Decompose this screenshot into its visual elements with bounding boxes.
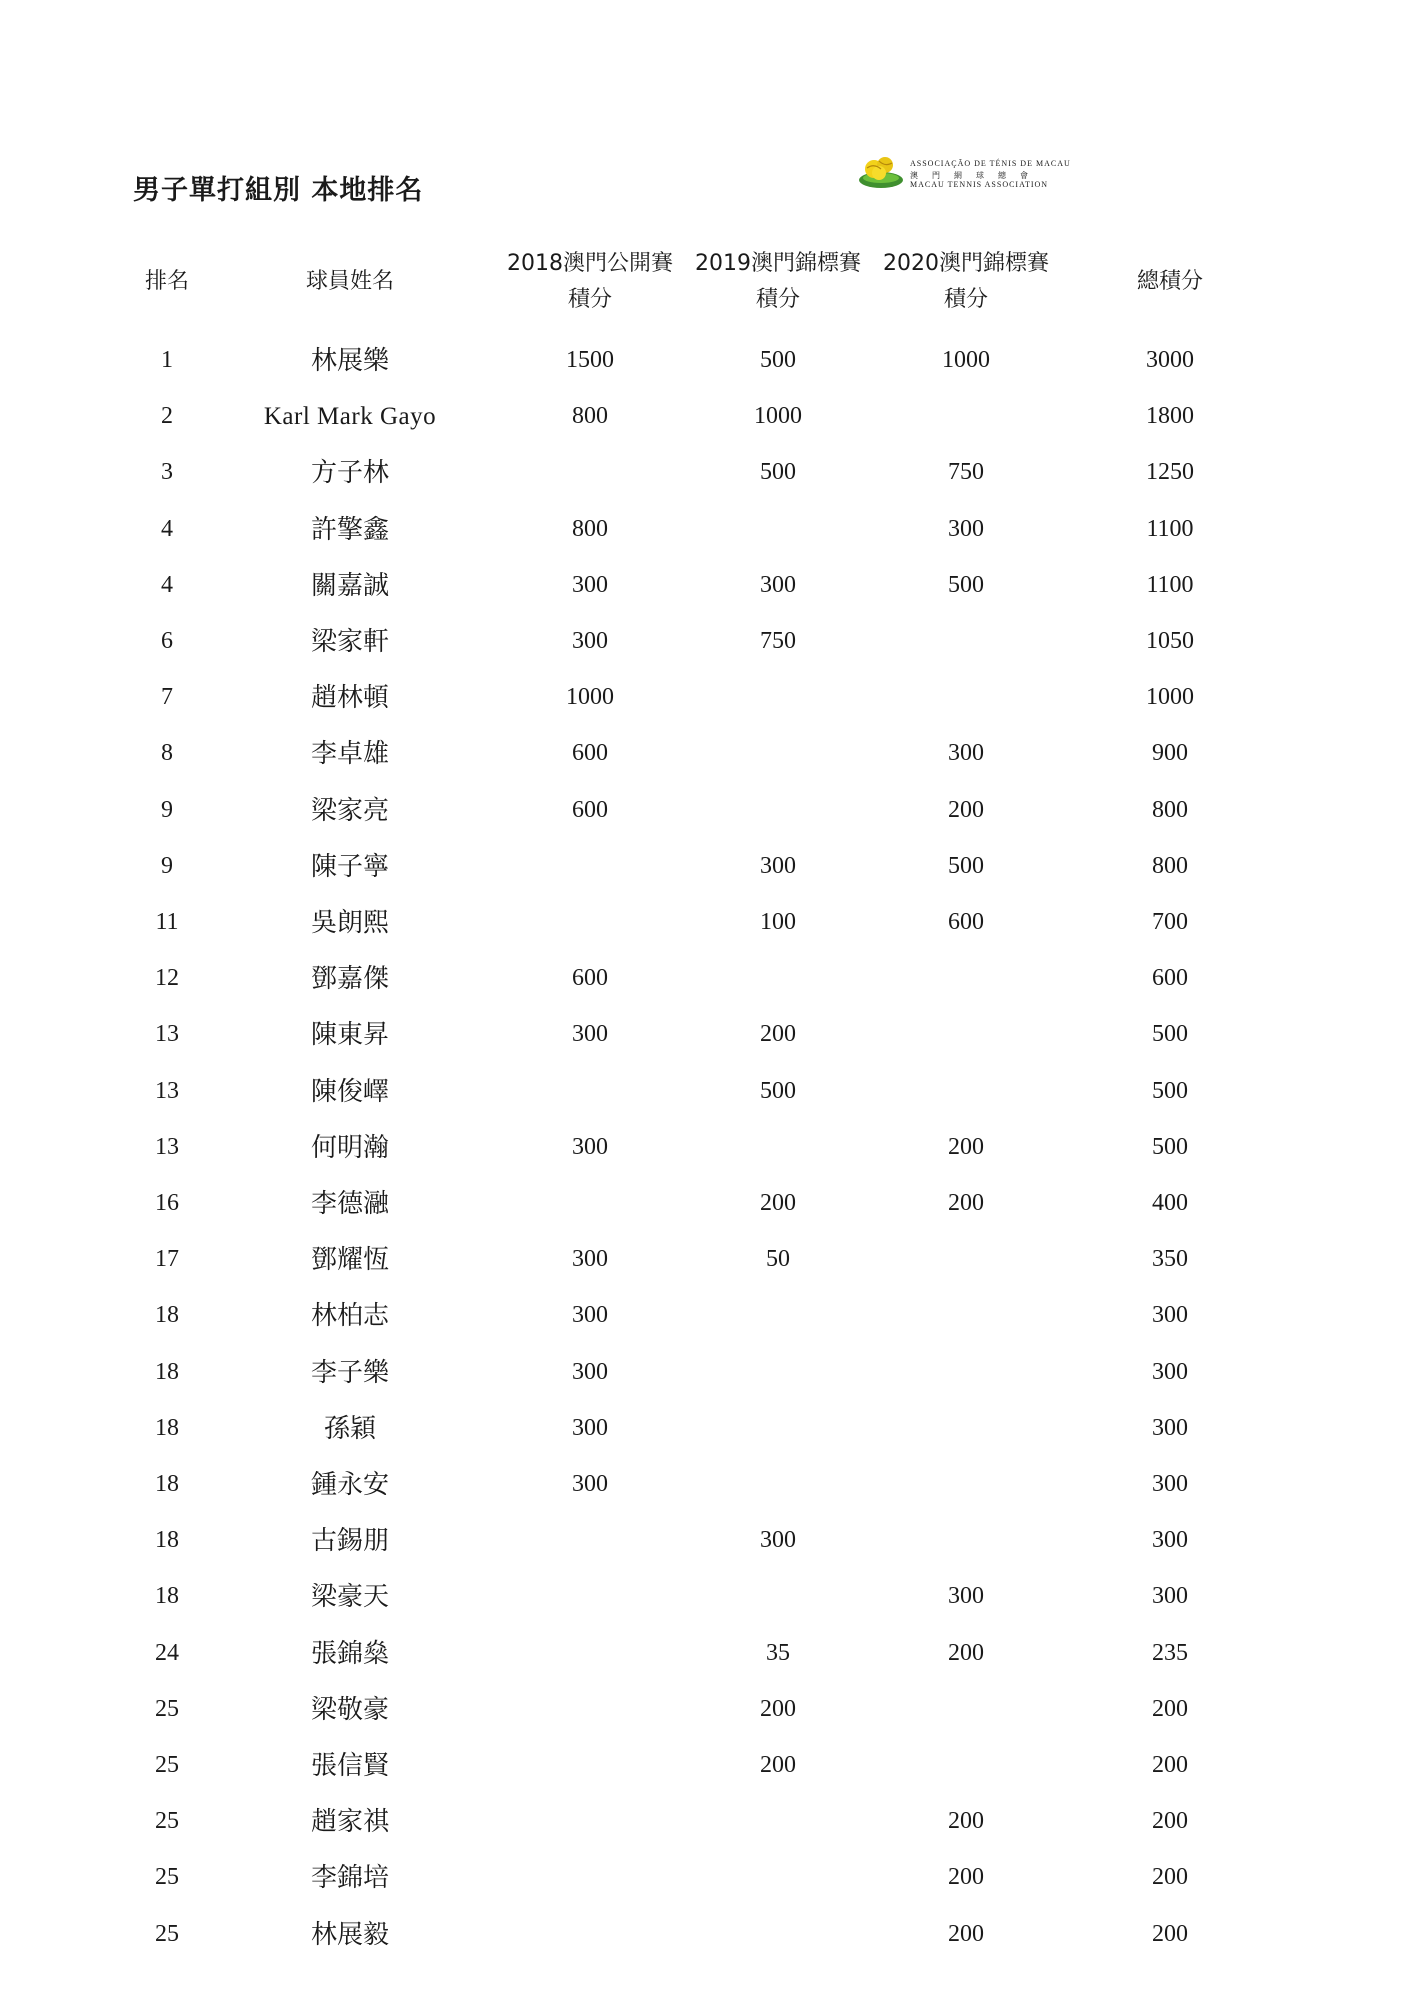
points-2019-cell: 200 <box>760 1021 796 1047</box>
header-rank: 排名 <box>144 269 189 294</box>
player-name-cell: 古錫朋 <box>310 1526 389 1556</box>
points-2019-cell: 200 <box>760 1752 796 1778</box>
player-name-cell: 李子樂 <box>310 1358 389 1388</box>
points-2019-cell: 500 <box>760 459 796 485</box>
points-2018-cell: 300 <box>572 1359 608 1385</box>
player-name-cell: 關嘉誠 <box>310 571 389 601</box>
total-points-cell: 235 <box>1152 1640 1188 1666</box>
total-points-cell: 200 <box>1152 1752 1188 1778</box>
player-name-cell: 陳俊嶧 <box>310 1077 389 1107</box>
player-name-cell: 張錦燊 <box>310 1639 389 1669</box>
points-2019-cell: 300 <box>760 572 796 598</box>
total-points-cell: 500 <box>1152 1134 1188 1160</box>
player-name-cell: 何明瀚 <box>310 1133 389 1163</box>
rank-cell: 16 <box>155 1190 179 1216</box>
rank-cell: 18 <box>155 1583 179 1609</box>
points-2019-cell: 300 <box>760 1527 796 1553</box>
total-points-cell: 1100 <box>1146 572 1194 598</box>
rank-cell: 25 <box>155 1752 179 1778</box>
total-points-cell: 600 <box>1152 965 1188 991</box>
points-2020-cell: 200 <box>948 1190 984 1216</box>
points-2018-cell: 300 <box>572 628 608 654</box>
header-total: 總積分 <box>1136 269 1203 294</box>
points-2018-cell: 300 <box>572 1415 608 1441</box>
logo-text-chinese: 澳 門 網 球 總 會 <box>910 171 1034 180</box>
points-2018-cell: 300 <box>572 572 608 598</box>
total-points-cell: 900 <box>1152 740 1188 766</box>
player-name-cell: 梁敬豪 <box>310 1695 389 1725</box>
header-2020-line2: 積分 <box>943 287 988 312</box>
rank-cell: 25 <box>155 1921 179 1947</box>
total-points-cell: 400 <box>1152 1190 1188 1216</box>
rank-cell: 18 <box>155 1415 179 1441</box>
points-2019-cell: 500 <box>760 347 796 373</box>
rank-cell: 25 <box>155 1864 179 1890</box>
rank-cell: 13 <box>155 1134 179 1160</box>
total-points-cell: 1000 <box>1146 684 1194 710</box>
header-2020-line1: 2020澳門錦標賽 <box>883 251 1049 276</box>
rank-cell: 9 <box>161 797 173 823</box>
total-points-cell: 3000 <box>1146 347 1194 373</box>
player-name-cell: 梁家軒 <box>310 627 389 657</box>
header-2019-line1: 2019澳門錦標賽 <box>695 251 861 276</box>
rank-cell: 1 <box>161 347 173 373</box>
player-name-cell: 陳子寧 <box>310 852 389 882</box>
rank-cell: 25 <box>155 1808 179 1834</box>
player-name-cell: 李錦培 <box>310 1863 389 1893</box>
points-2018-cell: 300 <box>572 1134 608 1160</box>
player-name-cell: 林展樂 <box>310 346 389 376</box>
player-name-cell: 梁家亮 <box>310 796 389 826</box>
points-2018-cell: 800 <box>572 516 608 542</box>
rank-cell: 4 <box>161 516 173 542</box>
total-points-cell: 1800 <box>1146 403 1194 429</box>
player-name-cell: 方子林 <box>310 458 389 488</box>
points-2019-cell: 300 <box>760 853 796 879</box>
points-2020-cell: 300 <box>948 516 984 542</box>
points-2019-cell: 35 <box>766 1640 790 1666</box>
logo-text-english: MACAU TENNIS ASSOCIATION <box>910 180 1049 189</box>
player-name-cell: 陳東昇 <box>310 1020 389 1050</box>
header-2019-line2: 積分 <box>755 287 800 312</box>
page-title: 男子單打組別 本地排名 <box>133 175 424 206</box>
rank-cell: 8 <box>161 740 173 766</box>
total-points-cell: 1050 <box>1146 628 1194 654</box>
rank-cell: 25 <box>155 1696 179 1722</box>
rank-cell: 9 <box>161 853 173 879</box>
total-points-cell: 300 <box>1152 1415 1188 1441</box>
player-name-cell: 趙家祺 <box>310 1807 389 1837</box>
player-name-cell: 張信賢 <box>310 1751 389 1781</box>
points-2020-cell: 200 <box>948 1134 984 1160</box>
points-2020-cell: 200 <box>948 1921 984 1947</box>
points-2018-cell: 1000 <box>566 684 614 710</box>
total-points-cell: 800 <box>1152 797 1188 823</box>
total-points-cell: 300 <box>1152 1471 1188 1497</box>
total-points-cell: 300 <box>1152 1359 1188 1385</box>
association-logo <box>858 155 1071 195</box>
rank-cell: 17 <box>155 1246 179 1272</box>
rank-cell: 4 <box>161 572 173 598</box>
rank-cell: 11 <box>155 909 179 935</box>
player-name-cell: 鍾永安 <box>310 1470 389 1500</box>
logo-text-portuguese: ASSOCIAÇÃO DE TÉNIS DE MACAU <box>910 159 1071 168</box>
points-2020-cell: 500 <box>948 853 984 879</box>
player-name-cell: 李卓雄 <box>310 739 389 769</box>
total-points-cell: 500 <box>1152 1078 1188 1104</box>
header-name: 球員姓名 <box>305 269 394 294</box>
tennis-ball-logo-icon <box>858 155 904 189</box>
points-2020-cell: 500 <box>948 572 984 598</box>
rank-cell: 18 <box>155 1471 179 1497</box>
points-2018-cell: 300 <box>572 1471 608 1497</box>
player-name-cell: 孫穎 <box>323 1414 376 1444</box>
rank-cell: 6 <box>161 628 173 654</box>
rank-cell: 18 <box>155 1359 179 1385</box>
points-2018-cell: 300 <box>572 1021 608 1047</box>
player-name-cell: 鄧耀恆 <box>310 1245 389 1275</box>
points-2020-cell: 200 <box>948 1808 984 1834</box>
total-points-cell: 200 <box>1152 1696 1188 1722</box>
total-points-cell: 300 <box>1152 1527 1188 1553</box>
total-points-cell: 300 <box>1152 1583 1188 1609</box>
total-points-cell: 500 <box>1152 1021 1188 1047</box>
points-2018-cell: 600 <box>572 740 608 766</box>
total-points-cell: 1100 <box>1146 516 1194 542</box>
rank-cell: 13 <box>155 1078 179 1104</box>
total-points-cell: 350 <box>1152 1246 1188 1272</box>
player-name-cell: 許擎鑫 <box>310 515 389 545</box>
total-points-cell: 200 <box>1152 1921 1188 1947</box>
points-2019-cell: 200 <box>760 1696 796 1722</box>
points-2020-cell: 600 <box>948 909 984 935</box>
points-2019-cell: 500 <box>760 1078 796 1104</box>
points-2020-cell: 200 <box>948 797 984 823</box>
header-2018-line1: 2018澳門公開賽 <box>507 251 673 276</box>
points-2020-cell: 200 <box>948 1864 984 1890</box>
points-2020-cell: 300 <box>948 1583 984 1609</box>
rank-cell: 24 <box>155 1640 179 1666</box>
points-2020-cell: 200 <box>948 1640 984 1666</box>
header-2018-line2: 積分 <box>567 287 612 312</box>
player-name-cell: 趙林頓 <box>310 683 389 713</box>
points-2018-cell: 800 <box>572 403 608 429</box>
points-2020-cell: 300 <box>948 740 984 766</box>
player-name-cell: Karl Mark Gayo <box>263 403 437 430</box>
points-2019-cell: 50 <box>766 1246 790 1272</box>
player-name-cell: 林展毅 <box>310 1920 389 1950</box>
points-2018-cell: 300 <box>572 1302 608 1328</box>
total-points-cell: 800 <box>1152 853 1188 879</box>
player-name-cell: 林柏志 <box>310 1301 389 1331</box>
rank-cell: 13 <box>155 1021 179 1047</box>
rank-cell: 3 <box>161 459 173 485</box>
rank-cell: 18 <box>155 1527 179 1553</box>
total-points-cell: 1250 <box>1146 459 1194 485</box>
points-2019-cell: 750 <box>760 628 796 654</box>
points-2020-cell: 1000 <box>942 347 990 373</box>
points-2018-cell: 600 <box>572 965 608 991</box>
points-2018-cell: 1500 <box>566 347 614 373</box>
rank-cell: 7 <box>161 684 173 710</box>
points-2018-cell: 600 <box>572 797 608 823</box>
rank-cell: 2 <box>161 403 173 429</box>
points-2020-cell: 750 <box>948 459 984 485</box>
player-name-cell: 吳朗熙 <box>310 908 389 938</box>
rank-cell: 12 <box>155 965 179 991</box>
rank-cell: 18 <box>155 1302 179 1328</box>
total-points-cell: 700 <box>1152 909 1188 935</box>
points-2019-cell: 200 <box>760 1190 796 1216</box>
total-points-cell: 200 <box>1152 1864 1188 1890</box>
total-points-cell: 300 <box>1152 1302 1188 1328</box>
points-2019-cell: 100 <box>760 909 796 935</box>
player-name-cell: 鄧嘉傑 <box>310 964 389 994</box>
player-name-cell: 梁豪天 <box>310 1582 389 1612</box>
points-2018-cell: 300 <box>572 1246 608 1272</box>
player-name-cell: 李德瀜 <box>310 1189 389 1219</box>
points-2019-cell: 1000 <box>754 403 802 429</box>
total-points-cell: 200 <box>1152 1808 1188 1834</box>
